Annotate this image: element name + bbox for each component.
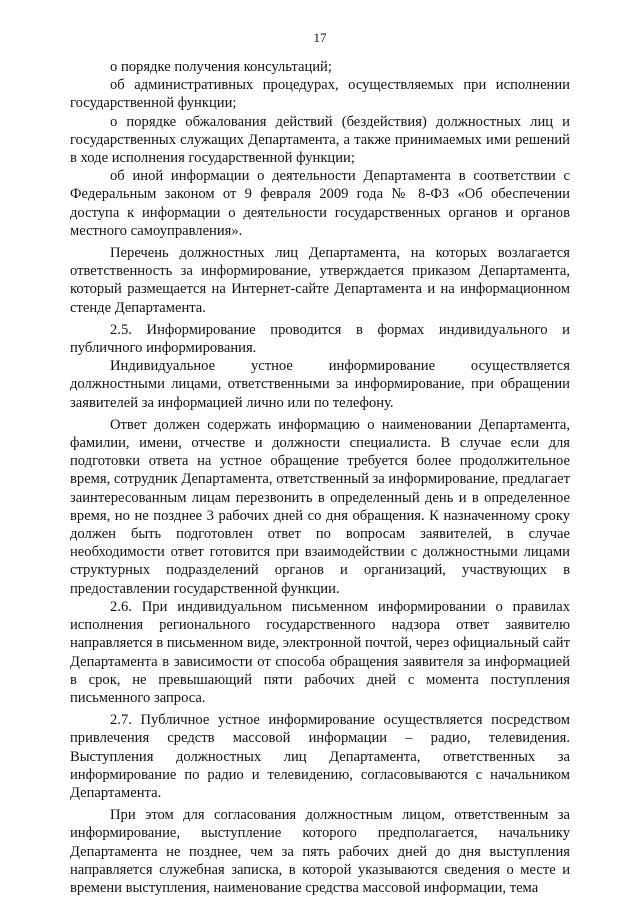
paragraph-individual-oral: Индивидуальное устное информирование осуществляется должностными лицами, ответственными за информирование, при обращении заявителей за информацией лично или по телефону. <box>70 358 570 411</box>
paragraph-administrative-procedures: об административных процедурах, осуществляемых при исполнении государственной функции; <box>70 77 570 112</box>
paragraph-appeal-procedure: о порядке обжалования действий (бездействия) должностных лиц и государственных служащих Департамента, а также принимаемых ими решений в ходе исполнения государственной функции; <box>70 113 570 167</box>
document-body <box>70 58 570 897</box>
paragraph-2-6: 2.6. При индивидуальном письменном информировании о правилах исполнения регионального государственного надзора ответ заявителю направляется в письменном виде, электронной почтой, через официальный сайт Департамента в зависимости от способа обращения заявителя за информацией в срок, не превышающий пяти рабочих дней с момента поступления письменного запроса. <box>70 598 570 706</box>
page-number: 17 <box>313 30 327 45</box>
paragraph-answer-content: Ответ должен содержать информацию о наименовании Департамента, фамилии, имени, отчестве и должности специалиста. В случае если для подготовки ответа на устное обращение требуется более продолжительное время, сотрудник Департамента, ответственный за информирование, предлагает заинтересованным лицам перезвонить в определенный день и в определенное время, но не позднее 3 рабочих дней со дня обращения. К назначенному сроку должен быть подготовлен ответ по вопросам заявителей, в случае необходимости ответ готовится при взаимодействии с должностными лицами структурных подразделений органов и организаций, участвующих в предоставлении государственной функции. <box>70 416 570 597</box>
paragraph-coordination: При этом для согласования должностным лицом, ответственным за информирование, выступление которого предполагается, начальнику Департамента не позднее, чем за пять рабочих дней до дня выступления направляется служебная записка, в которой указываются сведения о месте и времени выступления, наименование средства массовой информации, тема <box>70 807 570 896</box>
paragraph-consultations: о порядке получения консультаций; <box>110 59 332 75</box>
paragraph-2-7: 2.7. Публичное устное информирование осуществляется посредством привлечения средств массовой информации – радио, телевидения. Выступления должностных лиц Департамента, ответственных за информирование по радио и телевидению, согласовываются с начальником Департамента. <box>70 712 570 801</box>
paragraph-other-information: об иной информации о деятельности Департамента в соответствии с Федеральным законом от 9 февраля 2009 года № 8-ФЗ «Об обеспечении доступа к информации о деятельности государственных органов и органов местного самоуправления». <box>70 168 570 239</box>
paragraph-2-5: 2.5. Информирование проводится в формах индивидуального и публичного информирования. <box>70 321 570 357</box>
paragraph-responsible-officials: Перечень должностных лиц Департамента, на которых возлагается ответственность за информирование, утверждается приказом Департамента, который размещается на Интернет-сайте Департамента и на информационном стенде Департамента. <box>70 245 570 316</box>
